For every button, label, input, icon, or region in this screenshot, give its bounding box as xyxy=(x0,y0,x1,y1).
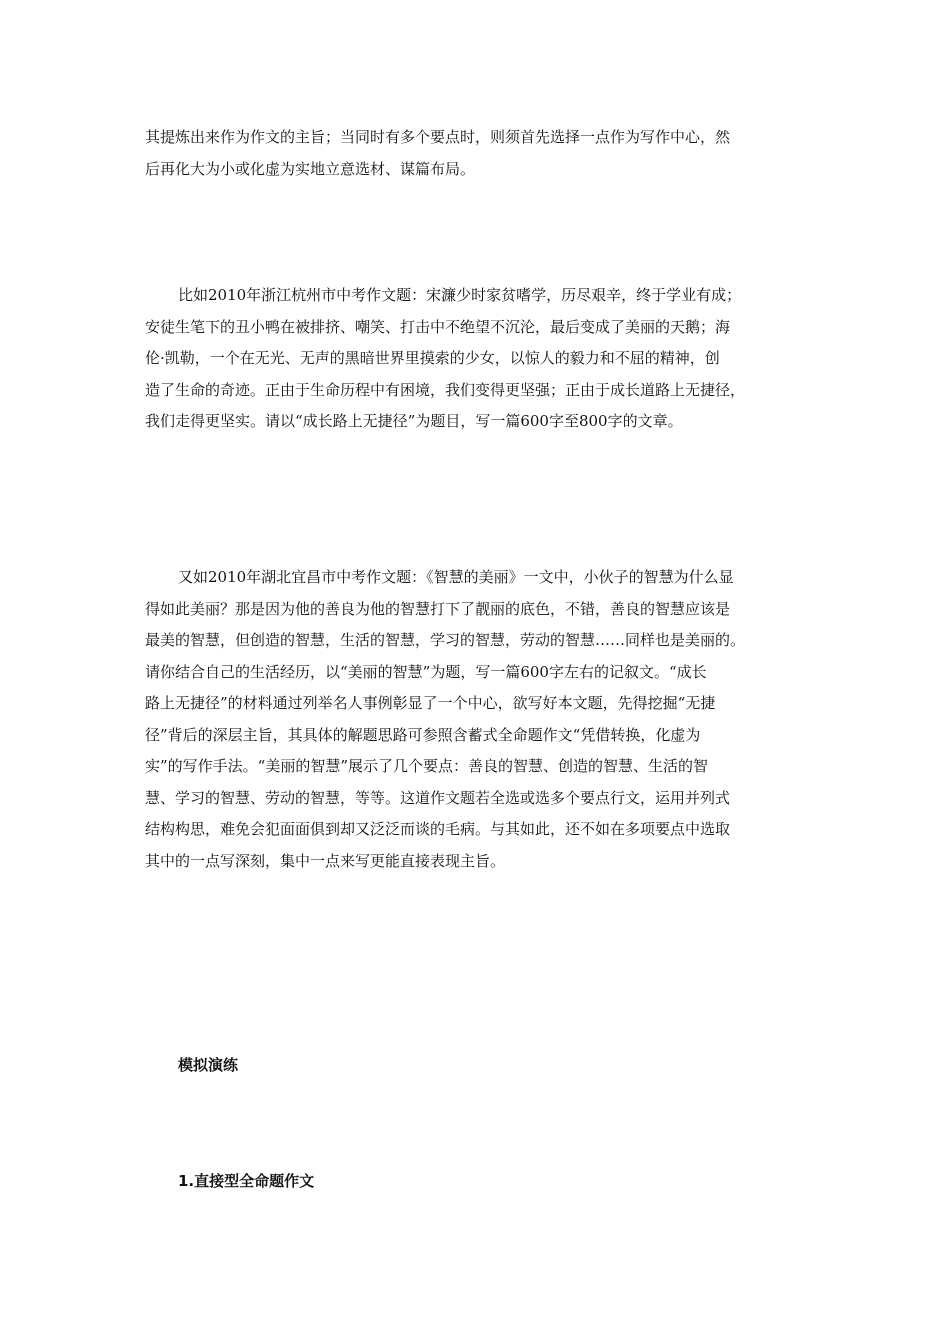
text-line: 其提炼出来作为作文的主旨；当同时有多个要点时，则须首先选择一点作为写作中心，然 xyxy=(145,128,731,146)
text-line: 又如2010年湖北宜昌市中考作文题：《智慧的美丽》一文中，小伙子的智慧为什么显 xyxy=(178,568,734,586)
text-line: 慧、学习的智慧、劳动的智慧，等等。这道作文题若全选或选多个要点行文，运用并列式 xyxy=(145,788,731,807)
text-line: 其中的一点写深刻，集中一点来写更能直接表现主旨。 xyxy=(145,851,506,870)
text-line: 造了生命的奇迹。正由于生命历程中有困境，我们变得更坚强；正由于成长道路上无捷径， xyxy=(145,380,746,399)
text-line: 伦·凯勒，一个在无光、无声的黑暗世界里摸索的少女，以惊人的毅力和不屈的精神，创 xyxy=(145,349,720,367)
text-line: 路上无捷径”的材料通过列举名人事例彰显了一个中心，欲写好本文题，先得挖掘“无捷 xyxy=(145,694,716,712)
paragraph-hangzhou-example xyxy=(145,280,805,438)
section-heading: 模拟演练 xyxy=(178,1056,239,1074)
paragraph-yichang-example xyxy=(145,562,805,877)
text-line: 得如此美丽？那是因为他的善良为他的智慧打下了靓丽的底色，不错，善良的智慧应该是 xyxy=(145,599,731,618)
subsection-heading: 1.直接型全命题作文 xyxy=(178,1172,315,1190)
text-line: 我们走得更坚实。请以“成长路上无捷径”为题目，写一篇600字至800字的文章。 xyxy=(145,412,683,430)
text-line: 请你结合自己的生活经历，以“美丽的智慧”为题，写一篇600字左右的记叙文。“成长 xyxy=(145,662,707,681)
text-line: 安徒生笔下的丑小鸭在被排挤、嘲笑、打击中不绝望不沉沦，最后变成了美丽的天鹅；海 xyxy=(145,317,731,336)
text-line: 后再化大为小或化虚为实地立意选材、谋篇布局。 xyxy=(145,159,476,178)
text-line: 比如2010年浙江杭州市中考作文题：宋濂少时家贫嗜学，历尽艰辛，终于学业有成； xyxy=(178,286,742,304)
text-line: 结构构思，难免会犯面面俱到却又泛泛而谈的毛病。与其如此，还不如在多项要点中选取 xyxy=(145,820,731,838)
text-line: 实”的写作手法。“美丽的智慧”展示了几个要点：善良的智慧、创造的智慧、生活的智 xyxy=(145,757,709,775)
paragraph-continuation xyxy=(145,122,805,185)
text-line: 最美的智慧，但创造的智慧，生活的智慧，学习的智慧，劳动的智慧……同样也是美丽的。 xyxy=(145,631,746,649)
text-line: 径”背后的深层主旨，其具体的解题思路可参照含蓄式全命题作文“凭借转换，化虚为 xyxy=(145,725,701,744)
